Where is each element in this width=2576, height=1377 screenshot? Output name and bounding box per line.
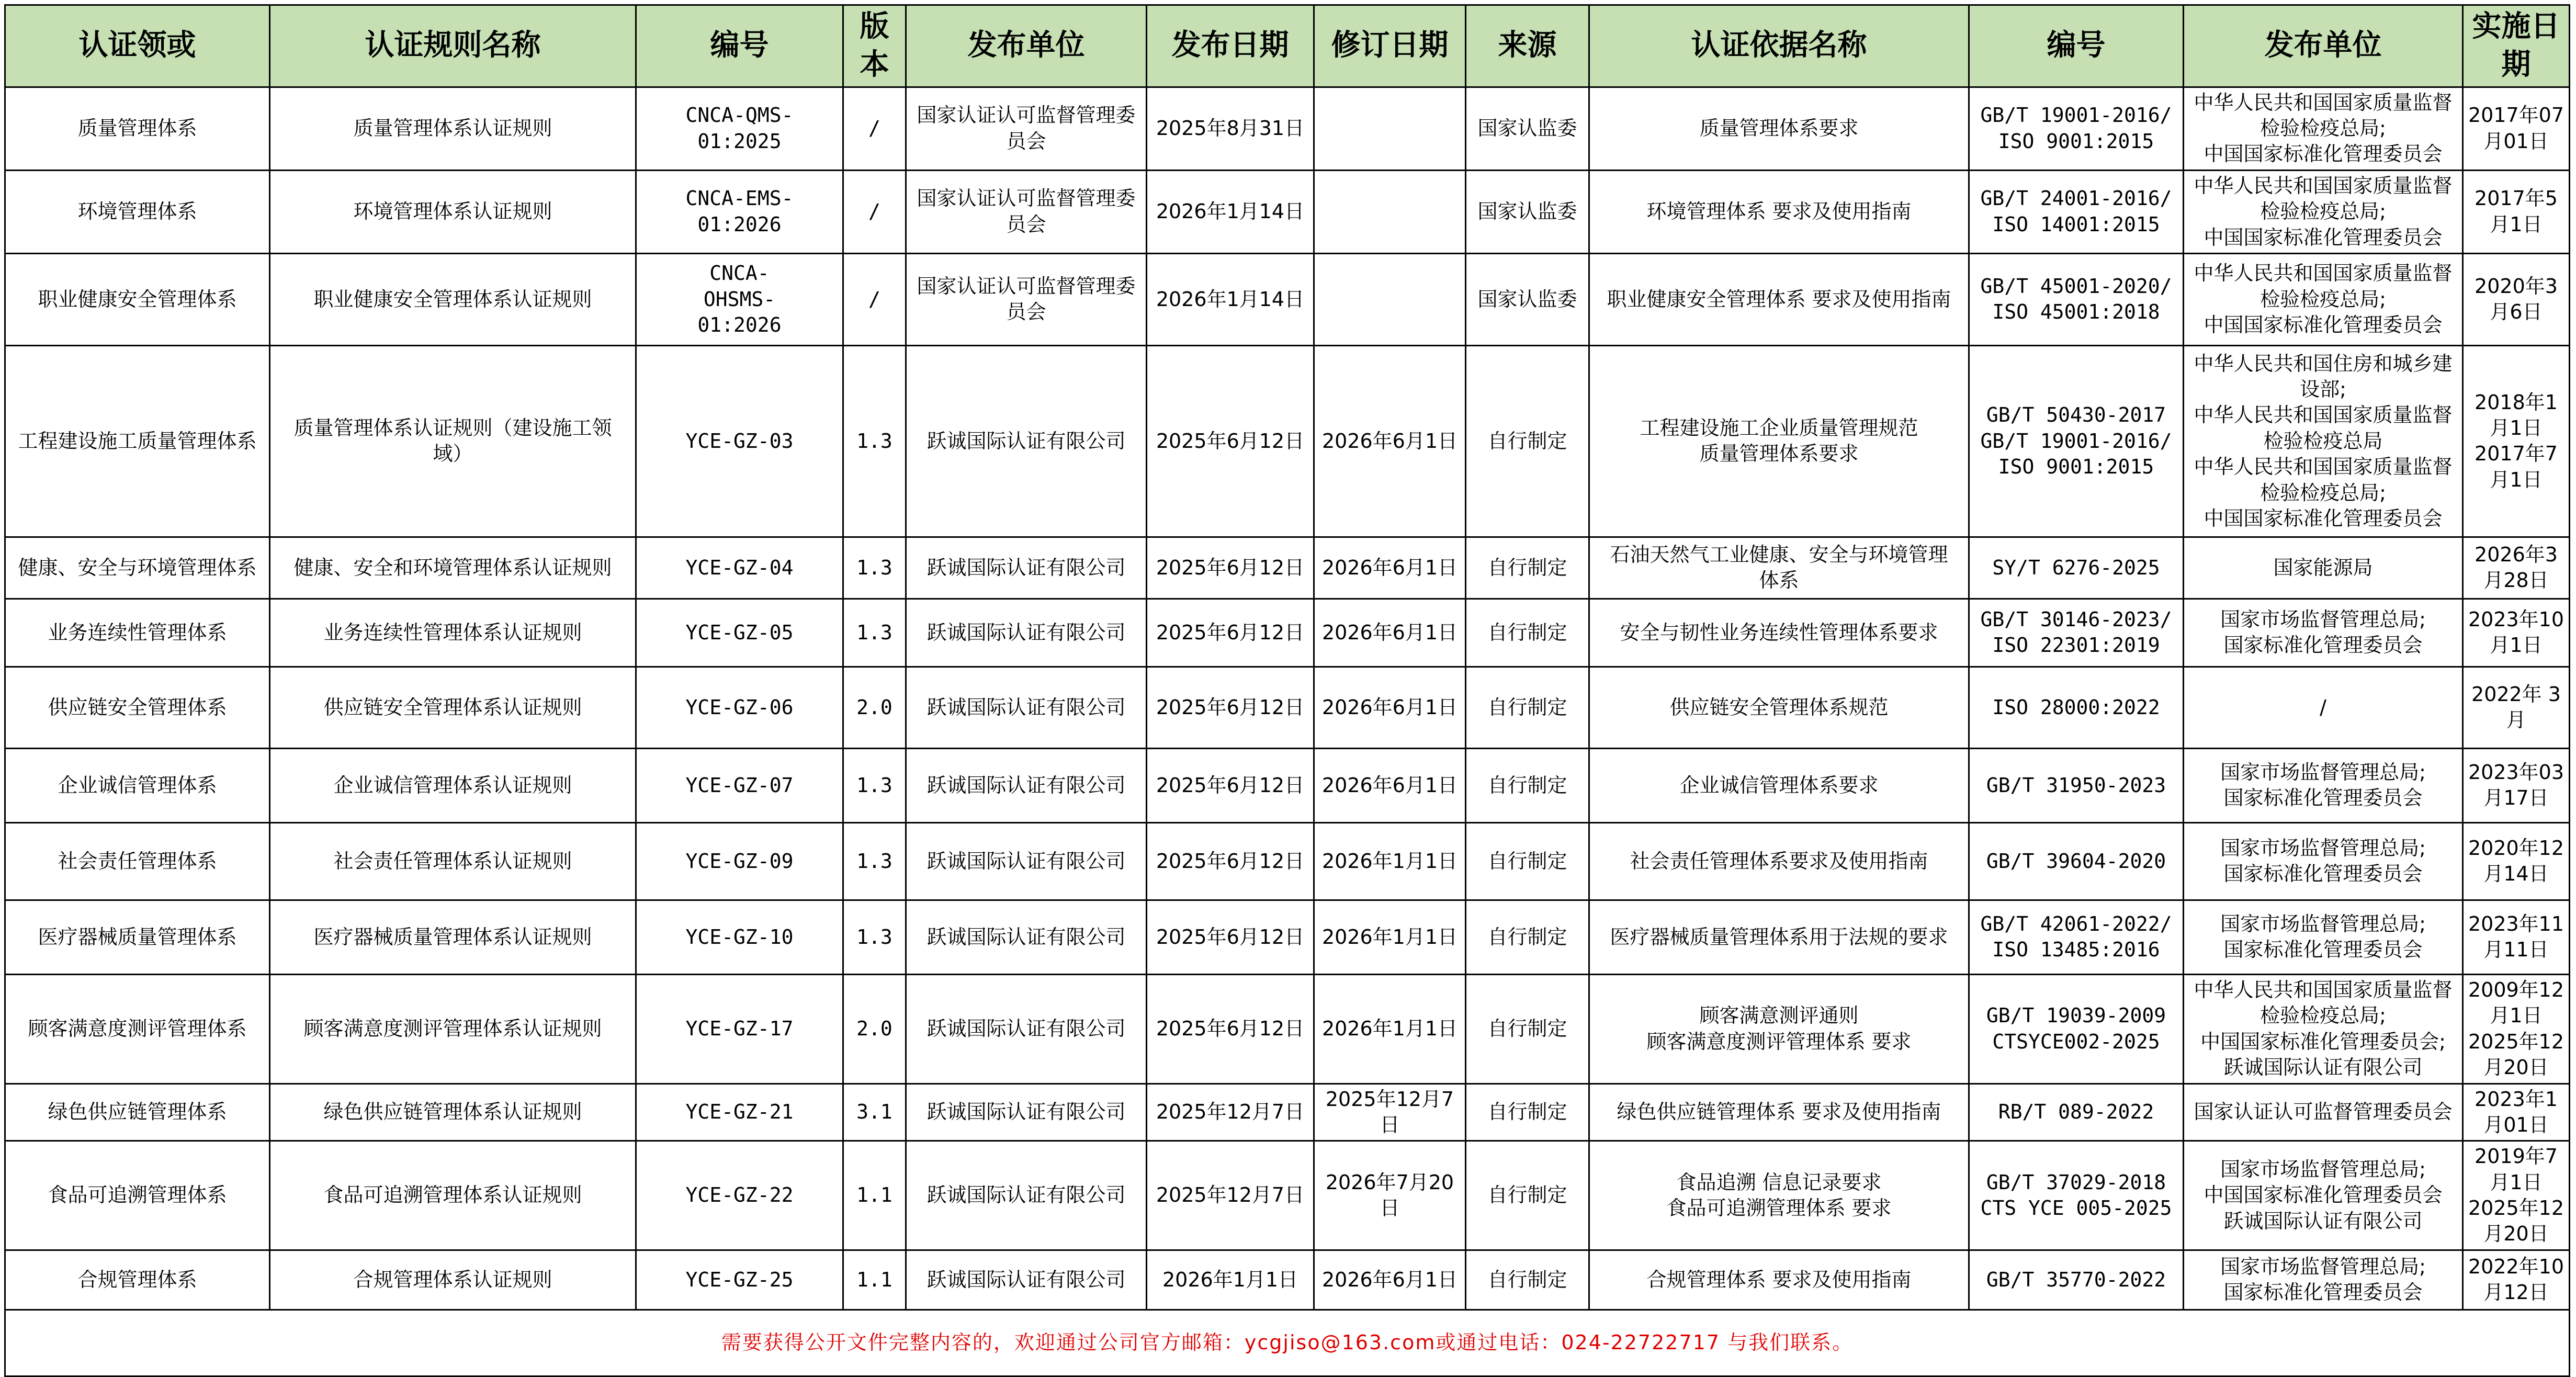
cell-publisher: 跃诚国际认证有限公司 — [906, 822, 1147, 900]
cell-publisher: 跃诚国际认证有限公司 — [906, 667, 1147, 748]
cell-basis-name: 环境管理体系 要求及使用指南 — [1589, 170, 1969, 253]
cell-basis-name: 企业诚信管理体系要求 — [1589, 748, 1969, 822]
cell-publish-date: 2025年6月12日 — [1147, 974, 1314, 1083]
cell-standard-code: GB/T 24001-2016/ ISO 14001:2015 — [1969, 170, 2184, 253]
cell-version: / — [843, 253, 906, 345]
cell-publish-date: 2025年6月12日 — [1147, 667, 1314, 748]
cell-publish-date: 2026年1月14日 — [1147, 253, 1314, 345]
cell-basis-name: 石油天然气工业健康、安全与环境管理 体系 — [1589, 537, 1969, 599]
cell-standard-publisher: 国家认证认可监督管理委员会 — [2184, 1083, 2463, 1141]
cell-version: 1.1 — [843, 1141, 906, 1250]
certification-table — [4, 4, 2570, 1377]
cell-version: 2.0 — [843, 974, 906, 1083]
cell-publish-date: 2025年6月12日 — [1147, 345, 1314, 537]
cell-rule-code: CNCA- OHSMS- 01:2026 — [636, 253, 843, 345]
header-version: 版本 — [843, 5, 906, 87]
cell-version: 1.3 — [843, 345, 906, 537]
cell-standard-publisher: 中华人民共和国国家质量监督 检验检疫总局; 中国国家标准化管理委员会 — [2184, 170, 2463, 253]
cell-publish-date: 2025年6月12日 — [1147, 537, 1314, 599]
cell-rule-code: YCE-GZ-03 — [636, 345, 843, 537]
cell-revision-date — [1314, 170, 1466, 253]
cell-standard-code: SY/T 6276-2025 — [1969, 537, 2184, 599]
cell-cert-domain: 顾客满意度测评管理体系 — [5, 974, 270, 1083]
table-row — [5, 1083, 2570, 1141]
cell-implementation-date: 2022年10月12日 — [2463, 1250, 2570, 1310]
cell-version: 1.3 — [843, 822, 906, 900]
cell-revision-date: 2026年6月1日 — [1314, 599, 1466, 667]
cell-rule-name: 合规管理体系认证规则 — [270, 1250, 636, 1310]
cell-revision-date: 2026年1月1日 — [1314, 974, 1466, 1083]
cell-source: 自行制定 — [1466, 748, 1589, 822]
table-row — [5, 87, 2570, 170]
cell-rule-name: 健康、安全和环境管理体系认证规则 — [270, 537, 636, 599]
cell-basis-name: 安全与韧性业务连续性管理体系要求 — [1589, 599, 1969, 667]
cell-standard-publisher: / — [2184, 667, 2463, 748]
cell-version: 1.3 — [843, 900, 906, 974]
cell-publisher: 国家认证认可监督管理委 员会 — [906, 170, 1147, 253]
cell-standard-publisher: 国家能源局 — [2184, 537, 2463, 599]
cell-standard-code: GB/T 50430-2017 GB/T 19001-2016/ ISO 9001:2015 — [1969, 345, 2184, 537]
cell-implementation-date: 2017年5月1日 — [2463, 170, 2570, 253]
cell-implementation-date: 2020年12月14日 — [2463, 822, 2570, 900]
table-row — [5, 1141, 2570, 1250]
cell-implementation-date: 2023年10月1日 — [2463, 599, 2570, 667]
table-row — [5, 599, 2570, 667]
header-publisher: 发布单位 — [906, 5, 1147, 87]
cell-source: 自行制定 — [1466, 537, 1589, 599]
cell-cert-domain: 环境管理体系 — [5, 170, 270, 253]
header-publish-date: 发布日期 — [1147, 5, 1314, 87]
cell-source: 国家认监委 — [1466, 87, 1589, 170]
cell-implementation-date: 2019年7月1日 2025年12月20日 — [2463, 1141, 2570, 1250]
cell-source: 国家认监委 — [1466, 170, 1589, 253]
cell-publisher: 跃诚国际认证有限公司 — [906, 1141, 1147, 1250]
cell-standard-publisher: 国家市场监督管理总局; 国家标准化管理委员会 — [2184, 748, 2463, 822]
table-row — [5, 170, 2570, 253]
header-rule-name: 认证规则名称 — [270, 5, 636, 87]
cell-cert-domain: 合规管理体系 — [5, 1250, 270, 1310]
table-row — [5, 537, 2570, 599]
cell-standard-code: GB/T 31950-2023 — [1969, 748, 2184, 822]
cell-rule-name: 业务连续性管理体系认证规则 — [270, 599, 636, 667]
cell-basis-name: 职业健康安全管理体系 要求及使用指南 — [1589, 253, 1969, 345]
cell-publish-date: 2025年12月7日 — [1147, 1083, 1314, 1141]
header-standard-publisher: 发布单位 — [2184, 5, 2463, 87]
cell-source: 自行制定 — [1466, 667, 1589, 748]
cell-cert-domain: 工程建设施工质量管理体系 — [5, 345, 270, 537]
cell-rule-code: YCE-GZ-25 — [636, 1250, 843, 1310]
cell-cert-domain: 社会责任管理体系 — [5, 822, 270, 900]
cell-rule-name: 绿色供应链管理体系认证规则 — [270, 1083, 636, 1141]
cell-standard-code: ISO 28000:2022 — [1969, 667, 2184, 748]
cell-source: 自行制定 — [1466, 1083, 1589, 1141]
cell-rule-name: 食品可追溯管理体系认证规则 — [270, 1141, 636, 1250]
cell-basis-name: 医疗器械质量管理体系用于法规的要求 — [1589, 900, 1969, 974]
cell-implementation-date: 2018年1月1日 2017年7月1日 — [2463, 345, 2570, 537]
header-row — [5, 5, 2570, 87]
cell-standard-publisher: 国家市场监督管理总局; 国家标准化管理委员会 — [2184, 599, 2463, 667]
cell-cert-domain: 业务连续性管理体系 — [5, 599, 270, 667]
cell-rule-code: YCE-GZ-06 — [636, 667, 843, 748]
header-source: 来源 — [1466, 5, 1589, 87]
cell-revision-date: 2025年12月7日 — [1314, 1083, 1466, 1141]
cell-revision-date: 2026年1月1日 — [1314, 900, 1466, 974]
cell-basis-name: 合规管理体系 要求及使用指南 — [1589, 1250, 1969, 1310]
table-row — [5, 1250, 2570, 1310]
cell-publish-date: 2025年6月12日 — [1147, 900, 1314, 974]
cell-cert-domain: 质量管理体系 — [5, 87, 270, 170]
cell-version: 3.1 — [843, 1083, 906, 1141]
cell-implementation-date: 2017年07月01日 — [2463, 87, 2570, 170]
cell-cert-domain: 职业健康安全管理体系 — [5, 253, 270, 345]
cell-rule-name: 环境管理体系认证规则 — [270, 170, 636, 253]
cell-cert-domain: 医疗器械质量管理体系 — [5, 900, 270, 974]
cell-source: 自行制定 — [1466, 345, 1589, 537]
table-row — [5, 345, 2570, 537]
cell-implementation-date: 2020年3月6日 — [2463, 253, 2570, 345]
header-revision-date: 修订日期 — [1314, 5, 1466, 87]
cell-publisher: 跃诚国际认证有限公司 — [906, 345, 1147, 537]
cell-standard-publisher: 中华人民共和国国家质量监督 检验检疫总局; 中国国家标准化管理委员会; 跃诚国际认证有限公司 — [2184, 974, 2463, 1083]
cell-rule-name: 社会责任管理体系认证规则 — [270, 822, 636, 900]
cell-rule-name: 质量管理体系认证规则（建设施工领 域） — [270, 345, 636, 537]
cell-implementation-date: 2009年12月1日 2025年12月20日 — [2463, 974, 2570, 1083]
cell-implementation-date: 2023年03月17日 — [2463, 748, 2570, 822]
cell-standard-publisher: 中华人民共和国国家质量监督 检验检疫总局; 中国国家标准化管理委员会 — [2184, 253, 2463, 345]
cell-revision-date: 2026年6月1日 — [1314, 345, 1466, 537]
cell-publish-date: 2025年12月7日 — [1147, 1141, 1314, 1250]
cell-source: 自行制定 — [1466, 599, 1589, 667]
cell-cert-domain: 健康、安全与环境管理体系 — [5, 537, 270, 599]
contact-notice: 需要获得公开文件完整内容的，欢迎通过公司官方邮箱：ycgjiso@163.com或通过电话：024-22722717 与我们联系。 — [5, 1310, 2570, 1376]
footer-row — [5, 1310, 2570, 1376]
cell-source: 自行制定 — [1466, 974, 1589, 1083]
cell-cert-domain: 绿色供应链管理体系 — [5, 1083, 270, 1141]
cell-basis-name: 工程建设施工企业质量管理规范 质量管理体系要求 — [1589, 345, 1969, 537]
cell-rule-name: 企业诚信管理体系认证规则 — [270, 748, 636, 822]
cell-standard-code: GB/T 45001-2020/ ISO 45001:2018 — [1969, 253, 2184, 345]
cell-version: 1.3 — [843, 599, 906, 667]
cell-publish-date: 2025年6月12日 — [1147, 599, 1314, 667]
cell-revision-date: 2026年6月1日 — [1314, 1250, 1466, 1310]
cell-revision-date — [1314, 87, 1466, 170]
cell-cert-domain: 食品可追溯管理体系 — [5, 1141, 270, 1250]
cell-rule-code: CNCA-EMS- 01:2026 — [636, 170, 843, 253]
cell-revision-date: 2026年6月1日 — [1314, 748, 1466, 822]
cell-revision-date: 2026年1月1日 — [1314, 822, 1466, 900]
cell-source: 自行制定 — [1466, 900, 1589, 974]
cell-standard-code: GB/T 39604-2020 — [1969, 822, 2184, 900]
cell-cert-domain: 供应链安全管理体系 — [5, 667, 270, 748]
cell-publisher: 国家认证认可监督管理委 员会 — [906, 253, 1147, 345]
cell-standard-publisher: 中华人民共和国住房和城乡建 设部; 中华人民共和国国家质量监督 检验检疫总局 中华人民共和国国家质量监督 检验检疫总局; 中国国家标准化管理委员会 — [2184, 345, 2463, 537]
cell-rule-code: YCE-GZ-10 — [636, 900, 843, 974]
cell-rule-code: YCE-GZ-09 — [636, 822, 843, 900]
cell-rule-name: 医疗器械质量管理体系认证规则 — [270, 900, 636, 974]
cell-standard-publisher: 中华人民共和国国家质量监督 检验检疫总局; 中国国家标准化管理委员会 — [2184, 87, 2463, 170]
cell-basis-name: 供应链安全管理体系规范 — [1589, 667, 1969, 748]
cell-rule-name: 顾客满意度测评管理体系认证规则 — [270, 974, 636, 1083]
cell-rule-name: 职业健康安全管理体系认证规则 — [270, 253, 636, 345]
cell-implementation-date: 2026年3月28日 — [2463, 537, 2570, 599]
header-standard-code: 编号 — [1969, 5, 2184, 87]
cell-source: 自行制定 — [1466, 822, 1589, 900]
cell-publisher: 跃诚国际认证有限公司 — [906, 1250, 1147, 1310]
cell-publish-date: 2026年1月1日 — [1147, 1250, 1314, 1310]
table-row — [5, 253, 2570, 345]
cell-source: 自行制定 — [1466, 1250, 1589, 1310]
table-row — [5, 974, 2570, 1083]
cell-publisher: 国家认证认可监督管理委 员会 — [906, 87, 1147, 170]
cell-publisher: 跃诚国际认证有限公司 — [906, 537, 1147, 599]
cell-publish-date: 2025年8月31日 — [1147, 87, 1314, 170]
cell-implementation-date: 2023年1月01日 — [2463, 1083, 2570, 1141]
cell-implementation-date: 2023年11月11日 — [2463, 900, 2570, 974]
table-row — [5, 822, 2570, 900]
cell-revision-date: 2026年7月20日 — [1314, 1141, 1466, 1250]
cell-standard-code: RB/T 089-2022 — [1969, 1083, 2184, 1141]
cell-basis-name: 质量管理体系要求 — [1589, 87, 1969, 170]
cell-source: 国家认监委 — [1466, 253, 1589, 345]
cell-implementation-date: 2022年 3月 — [2463, 667, 2570, 748]
cell-rule-code: YCE-GZ-07 — [636, 748, 843, 822]
cell-rule-name: 供应链安全管理体系认证规则 — [270, 667, 636, 748]
cell-rule-code: YCE-GZ-21 — [636, 1083, 843, 1141]
cell-publisher: 跃诚国际认证有限公司 — [906, 900, 1147, 974]
cell-standard-code: GB/T 42061-2022/ ISO 13485:2016 — [1969, 900, 2184, 974]
cell-publish-date: 2025年6月12日 — [1147, 822, 1314, 900]
cell-revision-date: 2026年6月1日 — [1314, 667, 1466, 748]
cell-publisher: 跃诚国际认证有限公司 — [906, 599, 1147, 667]
cell-basis-name: 顾客满意测评通则 顾客满意度测评管理体系 要求 — [1589, 974, 1969, 1083]
cell-standard-code: GB/T 35770-2022 — [1969, 1250, 2184, 1310]
header-implementation-date: 实施日期 — [2463, 5, 2570, 87]
header-cert-domain: 认证领或 — [5, 5, 270, 87]
cell-rule-code: YCE-GZ-22 — [636, 1141, 843, 1250]
cell-standard-publisher: 国家市场监督管理总局; 国家标准化管理委员会 — [2184, 822, 2463, 900]
cell-rule-code: CNCA-QMS- 01:2025 — [636, 87, 843, 170]
cell-version: 2.0 — [843, 667, 906, 748]
cell-standard-publisher: 国家市场监督管理总局; 国家标准化管理委员会 — [2184, 900, 2463, 974]
cell-publish-date: 2025年6月12日 — [1147, 748, 1314, 822]
cell-rule-code: YCE-GZ-04 — [636, 537, 843, 599]
header-basis-name: 认证依据名称 — [1589, 5, 1969, 87]
certification-rules-sheet — [4, 4, 2569, 1355]
table-row — [5, 667, 2570, 748]
table-row — [5, 748, 2570, 822]
cell-source: 自行制定 — [1466, 1141, 1589, 1250]
cell-version: 1.3 — [843, 748, 906, 822]
cell-standard-publisher: 国家市场监督管理总局; 中国国家标准化管理委员会 跃诚国际认证有限公司 — [2184, 1141, 2463, 1250]
cell-standard-code: GB/T 30146-2023/ ISO 22301:2019 — [1969, 599, 2184, 667]
cell-standard-code: GB/T 19001-2016/ ISO 9001:2015 — [1969, 87, 2184, 170]
cell-basis-name: 绿色供应链管理体系 要求及使用指南 — [1589, 1083, 1969, 1141]
cell-basis-name: 食品追溯 信息记录要求 食品可追溯管理体系 要求 — [1589, 1141, 1969, 1250]
cell-version: 1.3 — [843, 537, 906, 599]
cell-rule-name: 质量管理体系认证规则 — [270, 87, 636, 170]
cell-version: / — [843, 87, 906, 170]
cell-publisher: 跃诚国际认证有限公司 — [906, 974, 1147, 1083]
cell-publisher: 跃诚国际认证有限公司 — [906, 1083, 1147, 1141]
cell-publish-date: 2026年1月14日 — [1147, 170, 1314, 253]
cell-revision-date — [1314, 253, 1466, 345]
cell-revision-date: 2026年6月1日 — [1314, 537, 1466, 599]
cell-standard-code: GB/T 37029-2018 CTS YCE 005-2025 — [1969, 1141, 2184, 1250]
cell-basis-name: 社会责任管理体系要求及使用指南 — [1589, 822, 1969, 900]
cell-publisher: 跃诚国际认证有限公司 — [906, 748, 1147, 822]
cell-standard-publisher: 国家市场监督管理总局; 国家标准化管理委员会 — [2184, 1250, 2463, 1310]
cell-rule-code: YCE-GZ-17 — [636, 974, 843, 1083]
cell-version: / — [843, 170, 906, 253]
cell-rule-code: YCE-GZ-05 — [636, 599, 843, 667]
table-body — [5, 87, 2570, 1310]
cell-cert-domain: 企业诚信管理体系 — [5, 748, 270, 822]
table-row — [5, 900, 2570, 974]
cell-version: 1.1 — [843, 1250, 906, 1310]
cell-standard-code: GB/T 19039-2009 CTSYCE002-2025 — [1969, 974, 2184, 1083]
header-rule-code: 编号 — [636, 5, 843, 87]
